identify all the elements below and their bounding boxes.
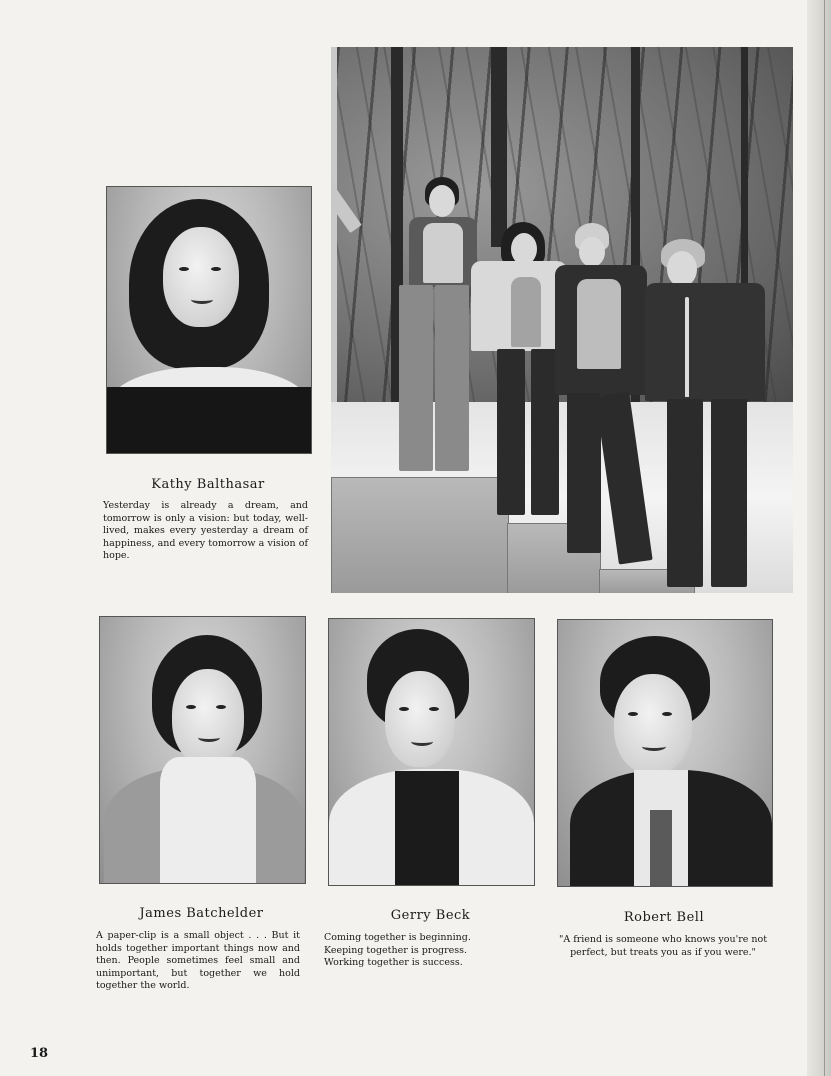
portrait-name-gerry: Gerry Beck	[390, 908, 471, 923]
portrait-quote-james: A paper-clip is a small object . . . But it holds together important things now and then. People sometimes feel small and unimportant, but together we hold together the world.	[96, 930, 300, 991]
quote-line: Keeping together is progress.	[324, 944, 468, 956]
portrait-name-robert: Robert Bell	[623, 910, 705, 925]
portrait-photo-james	[99, 616, 306, 884]
page-edge-line	[824, 0, 825, 1076]
portrait-photo-robert	[557, 619, 773, 887]
portrait-photo-kathy	[106, 186, 312, 454]
portrait-quote-gerry	[324, 932, 529, 970]
quote-line: Coming together is beginning.	[324, 932, 471, 943]
portrait-name-james: James Batchelder	[139, 906, 264, 921]
group-photo	[331, 47, 793, 593]
page-edge	[807, 0, 831, 1076]
portrait-photo-gerry	[328, 618, 535, 886]
portrait-name-kathy: Kathy Balthasar	[151, 477, 265, 492]
portrait-quote-kathy: Yesterday is already a dream, and tomorrow is only a vision: but today, well-lived, makes every yesterday a dream of happiness, and every tomorrow a vision of hope.	[103, 500, 308, 561]
quote-line: Working together is success.	[324, 957, 463, 968]
page-number: 18	[30, 1046, 49, 1061]
portrait-quote-robert: "A friend is someone who knows you're not perfect, but treats you as if you were."	[558, 934, 768, 958]
